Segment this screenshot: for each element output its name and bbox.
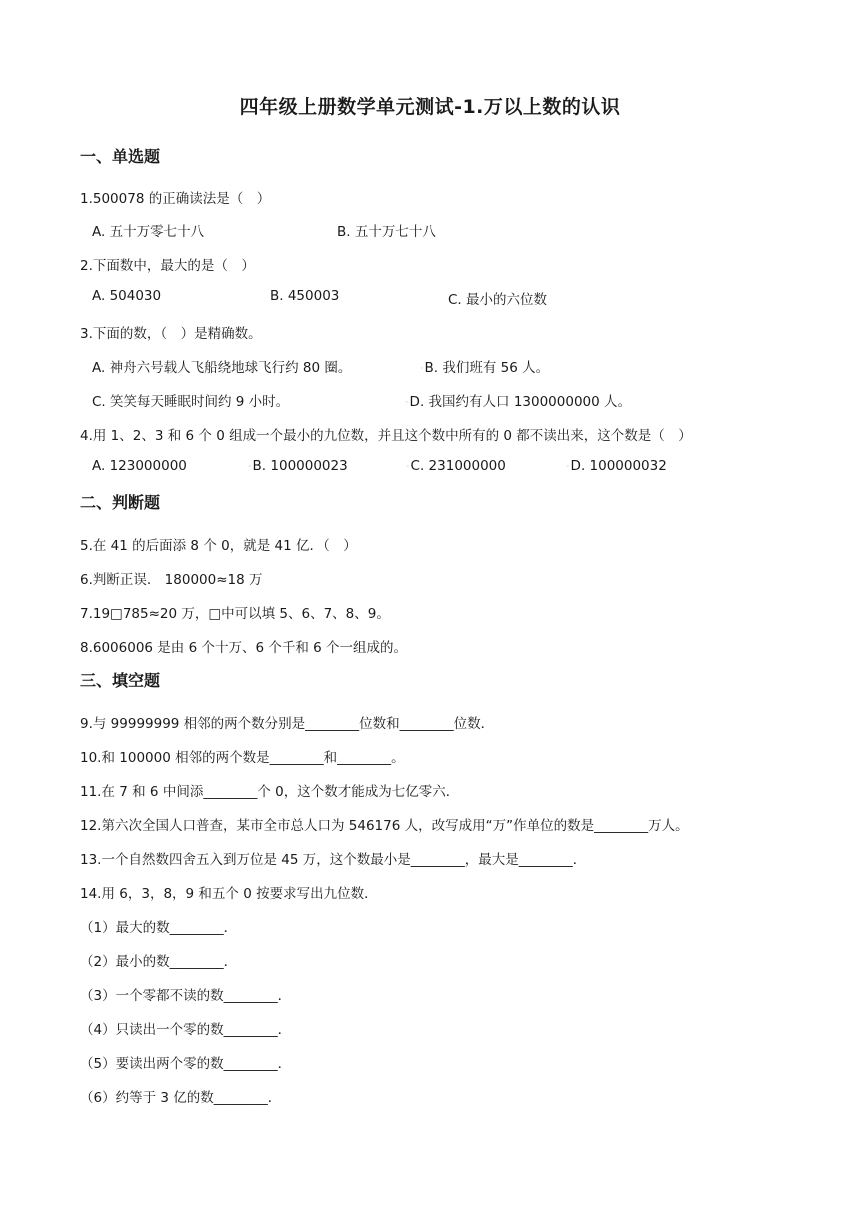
list-marker-icon: ◦ xyxy=(420,364,424,372)
q4-option-b-wrap xyxy=(248,458,348,474)
q3-option-b-wrap xyxy=(420,356,549,376)
question-3: 3.下面的数，（ ）是精确数。 xyxy=(80,326,262,342)
question-10: 10.和 100000 相邻的两个数是________和________。 xyxy=(80,750,405,766)
q3-option-c: C. 笑笑每天睡眠时间约 9 小时。 xyxy=(92,394,290,410)
q4-option-a: A. 123000000 xyxy=(92,458,187,474)
list-marker-icon: ◦ xyxy=(248,462,252,470)
section-heading-true-false: 二、判断题 xyxy=(80,493,161,512)
list-marker-icon: ◦ xyxy=(405,398,409,406)
q1-option-b: B. 五十万七十八 xyxy=(337,224,436,240)
q4-option-c: C. 231000000 xyxy=(410,458,506,474)
question-14-part-4: （4）只读出一个零的数________． xyxy=(80,1022,292,1038)
section-heading-single-choice: 一、单选题 xyxy=(80,147,161,166)
question-1: 1.500078 的正确读法是（ ） xyxy=(80,191,271,207)
page-title: 四年级上册数学单元测试-1.万以上数的认识 xyxy=(239,96,621,118)
q3-option-b: B. 我们班有 56 人。 xyxy=(424,360,550,376)
question-5: 5.在 41 的后面添 8 个 0，就是 41 亿．（ ） xyxy=(80,538,357,554)
question-14-part-6: （6）约等于 3 亿的数________． xyxy=(80,1090,282,1106)
question-14-part-2: （2）最小的数________． xyxy=(80,954,238,970)
q2-option-b: B. 450003 xyxy=(270,288,340,304)
q3-option-a: A. 神舟六号载人飞船绕地球飞行约 80 圈。 xyxy=(92,360,352,376)
q4-option-b: B. 100000023 xyxy=(252,458,348,474)
q3-option-d-wrap xyxy=(405,390,631,410)
q4-option-d: D. 100000032 xyxy=(570,458,667,474)
q3-option-d: D. 我国约有人口 1300000000 人。 xyxy=(409,394,631,410)
q1-option-a: A. 五十万零七十八 xyxy=(92,224,205,240)
question-12: 12.第六次全国人口普查，某市全市总人口为 546176 人，改写成用“万”作单位的数是________万人。 xyxy=(80,818,689,834)
q4-option-c-wrap xyxy=(406,458,506,474)
question-13: 13.一个自然数四舍五入到万位是 45 万，这个数最小是________，最大是________． xyxy=(80,852,587,868)
list-marker-icon: ◦ xyxy=(566,462,570,470)
question-7: 7.19□785≈20 万，□中可以填 5、6、7、8、9。 xyxy=(80,606,390,622)
question-14-part-5: （5）要读出两个零的数________． xyxy=(80,1056,292,1072)
question-9: 9.与 99999999 相邻的两个数分别是________位数和________位数． xyxy=(80,716,495,732)
question-2: 2.下面数中，最大的是（ ） xyxy=(80,258,255,274)
question-14-part-1: （1）最大的数________． xyxy=(80,920,238,936)
q2-option-a: A. 504030 xyxy=(92,288,162,304)
q2-option-c: C. 最小的六位数 xyxy=(448,292,548,308)
q4-option-d-wrap xyxy=(566,458,667,474)
question-4: 4.用 1、2、3 和 6 个 0 组成一个最小的九位数，并且这个数中所有的 0 都不读出来，这个数是（ ） xyxy=(80,428,692,444)
question-8: 8.6006006 是由 6 个十万、6 个千和 6 个一组成的。 xyxy=(80,640,408,656)
list-marker-icon: ◦ xyxy=(406,462,410,470)
question-6: 6.判断正误. 180000≈18 万 xyxy=(80,572,263,588)
section-heading-fill-in: 三、填空题 xyxy=(80,671,161,690)
question-14-part-3: （3）一个零都不读的数________． xyxy=(80,988,292,1004)
question-11: 11.在 7 和 6 中间添________个 0，这个数才能成为七亿零六． xyxy=(80,784,460,800)
question-14: 14.用 6，3，8，9 和五个 0 按要求写出九位数． xyxy=(80,886,378,902)
